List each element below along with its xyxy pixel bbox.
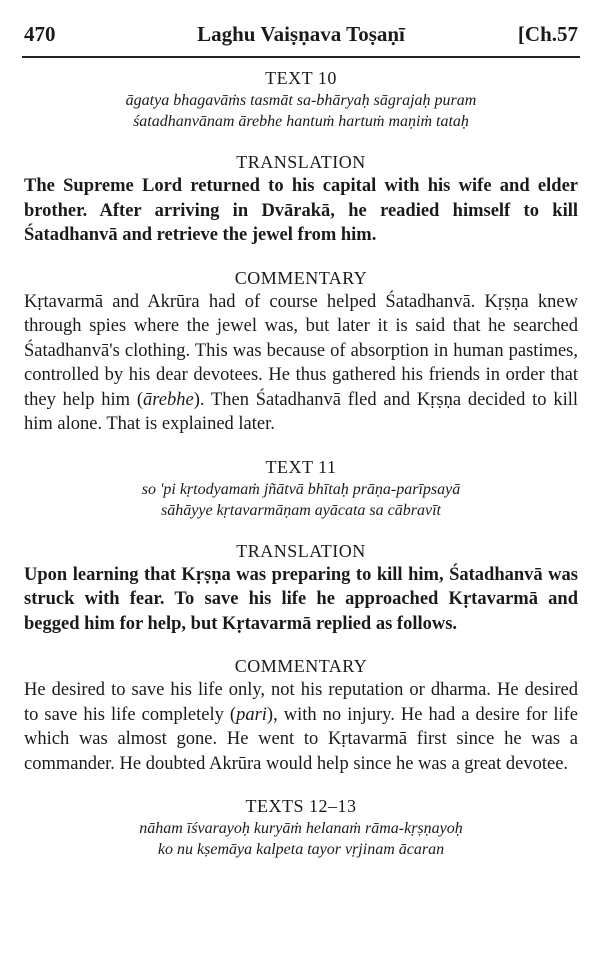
- commentary-1-text: [24, 290, 578, 437]
- commentary-2-heading: COMMENTARY: [234, 656, 368, 676]
- text-11-verse: [24, 479, 578, 521]
- texts-12-13-verse: [24, 818, 578, 860]
- book-title: Laghu Vaiṣṇava Toṣaṇī: [197, 22, 405, 46]
- translation-1-text: The Supreme Lord returned to his capital with his wife and elder brother. After arriving in Dvārakā, he readied himself to kill Śatadhanvā and retrieve the jewel from him.: [24, 176, 578, 245]
- text-11-heading: TEXT 11: [265, 456, 337, 477]
- translation-2-heading: TRANSLATION: [236, 540, 366, 561]
- verse-line: nāham īśvarayoḥ kuryāṁ helanaṁ rāma-kṛṣṇayoḥ: [139, 820, 463, 837]
- verse-line: āgatya bhagavāṁs tasmāt sa-bhāryaḥ sāgrajaḥ puram: [125, 92, 477, 109]
- commentary-2-italic: pari: [236, 704, 267, 725]
- text-10-verse: [24, 90, 578, 132]
- commentary-2-text: [24, 678, 578, 776]
- texts-12-13-heading: TEXTS 12–13: [245, 796, 357, 816]
- commentary-1-heading: COMMENTARY: [234, 267, 368, 288]
- running-header: [24, 22, 578, 54]
- commentary-1-text-a: Kṛtavarmā and Akrūra had of course helped Śatadhanvā. Kṛṣṇa knew through spies where the jewel was, but later it is said that he searched Śatadhanvā's clothing. This was because of absorption in human pastimes, controlled by his dear devotees. He thus gathered his friends in order that they help him (: [24, 291, 578, 410]
- commentary-1-italic: ārebhe: [143, 389, 194, 410]
- text-10-heading: TEXT 10: [265, 68, 337, 88]
- verse-line: so 'pi kṛtodyamaṁ jñātvā bhītaḥ prāṇa-parīpsayā: [141, 480, 461, 498]
- translation-1-heading: TRANSLATION: [236, 152, 366, 172]
- verse-line: śatadhanvānam ārebhe hantuṁ hartuṁ maṇiṁ tataḥ: [133, 113, 469, 130]
- commentary-2-text-a: He desired to save his life only, not his reputation or dharma. He desired to save his life completely (: [24, 680, 578, 725]
- header-rule: [22, 56, 580, 58]
- page-number: 470: [24, 22, 56, 46]
- verse-line: sāhāyye kṛtavarmāṇam ayācata sa cābravīt: [161, 501, 441, 519]
- page-content: [24, 66, 578, 860]
- commentary-2-text-b: ), with no injury. He had a desire for life which was almost gone. He went to Kṛtavarmā first since he was a commander. He doubted Akrūra would help since he was a great devotee.: [24, 704, 578, 774]
- commentary-1-text-b: ). Then Śatadhanvā fled and Kṛṣṇa decided to kill him alone. That is explained later.: [24, 389, 578, 434]
- translation-2-text: Upon learning that Kṛṣṇa was preparing to kill him, Śatadhanvā was struck with fear. To save his life he approached Kṛtavarmā and begged him for help, but Kṛtavarmā replied as follows.: [24, 564, 578, 634]
- verse-line: ko nu kṣemāya kalpeta tayor vṛjinam ācaran: [157, 841, 445, 858]
- chapter-label: [Ch.57: [517, 22, 578, 46]
